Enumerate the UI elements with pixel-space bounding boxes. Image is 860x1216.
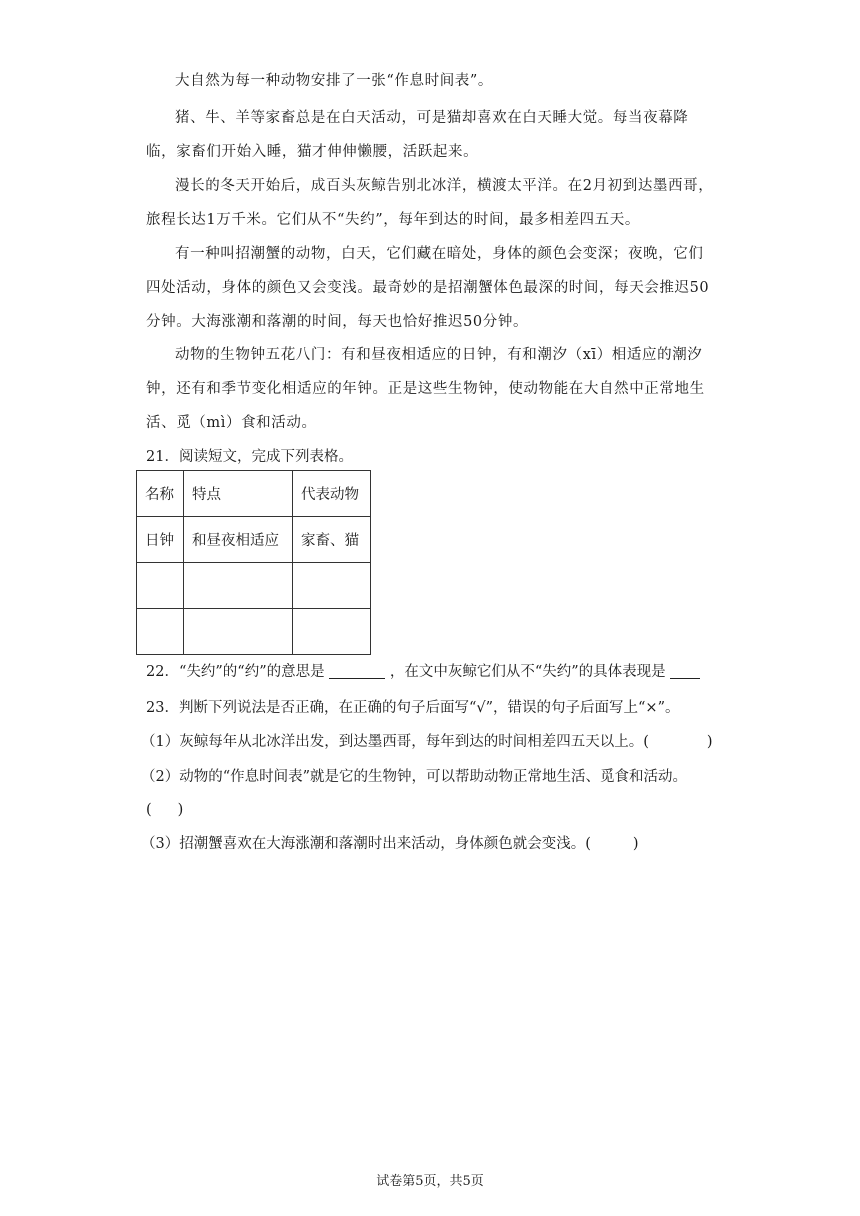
table-header-cell: 代表动物	[293, 471, 371, 517]
question-23-prompt: 23．判断下列说法是否正确，在正确的句子后面写“√”，错误的句子后面写上“×”。	[146, 700, 680, 716]
table-cell: 家畜、猫	[293, 517, 371, 563]
answer-blank-1[interactable]	[329, 664, 385, 679]
page-footer: 试卷第5页，共5页	[376, 1174, 484, 1189]
passage-paragraph-4: 有一种叫招潮蟹的动物，白天，它们藏在暗处，身体的颜色会变深；夜晚，它们四处活动，身体的颜色又会变浅。最奇妙的是招潮蟹体色最深的时间，每天会推迟50分钟。大海涨潮和落潮的时间，每天也恰好推迟50分钟。	[146, 246, 710, 330]
table-row	[137, 563, 371, 609]
question-23-item-1: （1）灰鲸每年从北冰洋出发，到达墨西哥，每年到达的时间相差四五天以上。( )	[141, 734, 713, 750]
passage-paragraph-3: 漫长的冬天开始后，成百头灰鲸告别北冰洋，横渡太平洋。在2月初到达墨西哥，旅程长达1万千米。它们从不“失约”，每年到达的时间，最多相差四五天。	[146, 178, 714, 228]
table-cell-blank[interactable]	[184, 563, 293, 609]
table-cell-blank[interactable]	[293, 609, 371, 655]
question-21-prompt: 21．阅读短文，完成下列表格。	[146, 449, 353, 465]
table-cell-blank[interactable]	[184, 609, 293, 655]
passage-paragraph-5: 动物的生物钟五花八门：有和昼夜相适应的日钟，有和潮汐（xī）相适应的潮汐钟，还有和季节变化相适应的年钟。正是这些生物钟，使动物能在大自然中正常地生活、觅（mì）食和活动。	[146, 347, 705, 431]
answer-blank-2[interactable]	[670, 664, 700, 679]
question-23-item-2-bracket: ( )	[146, 802, 184, 818]
table-header-cell: 名称	[137, 471, 184, 517]
question-22	[146, 661, 700, 683]
table-header-row	[137, 471, 371, 517]
table-row	[137, 609, 371, 655]
question-23-item-3: （3）招潮蟹喜欢在大海涨潮和落潮时出来活动，身体颜色就会变浅。( )	[141, 836, 639, 852]
table-cell: 和昼夜相适应	[184, 517, 293, 563]
table-cell: 日钟	[137, 517, 184, 563]
table-cell-blank[interactable]	[137, 563, 184, 609]
table-header-cell: 特点	[184, 471, 293, 517]
question-23-item-2: （2）动物的“作息时间表”就是它的生物钟，可以帮助动物正常地生活、觅食和活动。	[141, 769, 688, 785]
passage-paragraph-2: 猪、牛、羊等家畜总是在白天活动，可是猫却喜欢在白天睡大觉。每当夜幕降临，家畜们开始入睡，猫才伸伸懒腰，活跃起来。	[146, 110, 689, 160]
question-22-part1: 22．“失约”的“约”的意思是	[146, 664, 325, 680]
passage-paragraph-1: 大自然为每一种动物安排了一张“作息时间表”。	[175, 73, 494, 89]
table-cell-blank[interactable]	[137, 609, 184, 655]
table-row	[137, 517, 371, 563]
answer-table	[136, 470, 371, 655]
table-cell-blank[interactable]	[293, 563, 371, 609]
question-22-part2: ，在文中灰鲸它们从不“失约”的具体表现是	[389, 664, 666, 680]
